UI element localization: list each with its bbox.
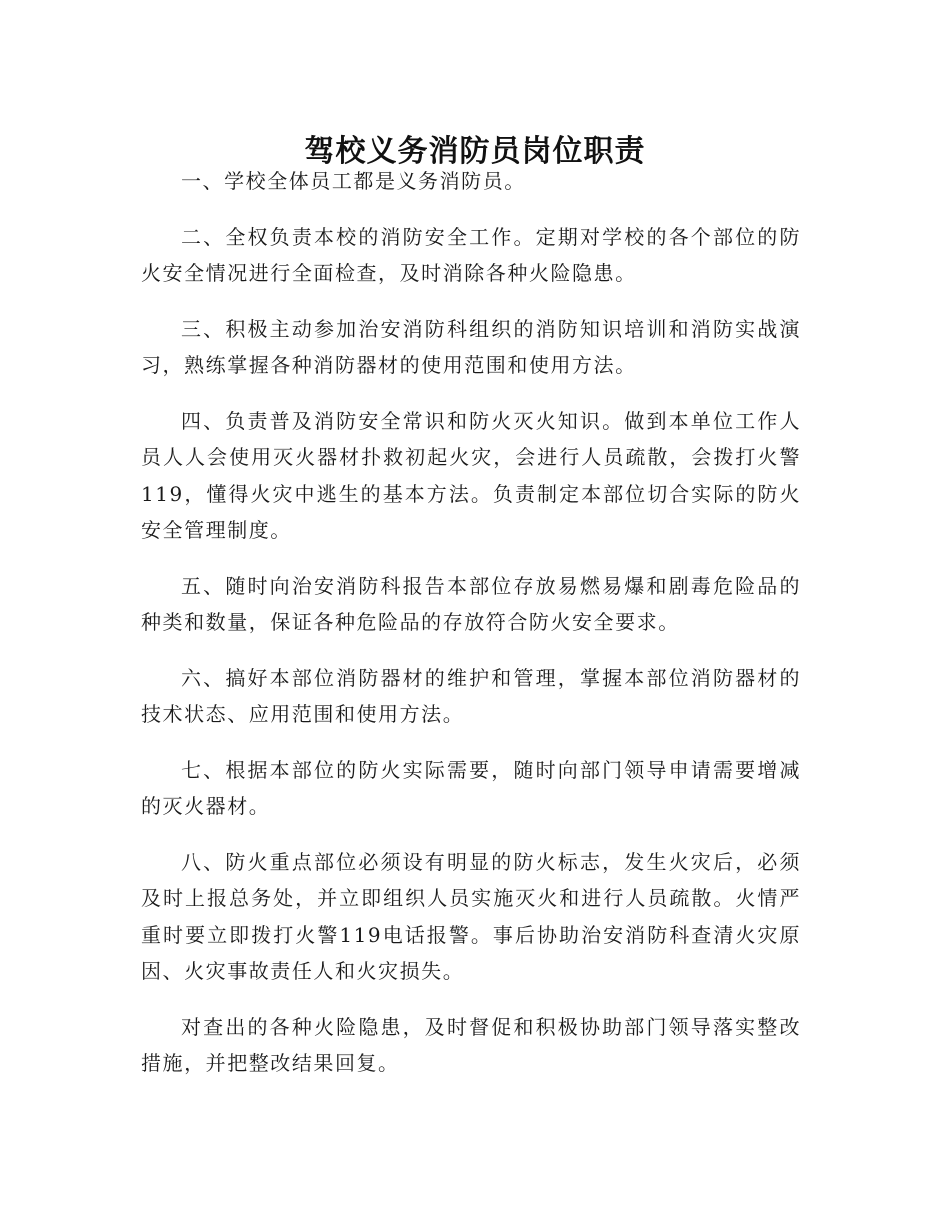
paragraph-6: 六、搞好本部位消防器材的维护和管理，掌握本部位消防器材的技术状态、应用范围和使用方法。: [141, 665, 801, 726]
paragraph-7: 七、根据本部位的防火实际需要，随时向部门领导申请需要增减的灭火器材。: [141, 757, 801, 818]
paragraph-4: 四、负责普及消防安全常识和防火灭火知识。做到本单位工作人员人人会使用灭火器材扑救初起火灾，会进行人员疏散，会拨打火警119，懂得火灾中逃生的基本方法。负责制定本部位切合实际的防火安全管理制度。: [141, 408, 801, 542]
document-title: 驾校义务消防员岗位职责: [304, 134, 646, 170]
paragraph-2: 二、全权负责本校的消防安全工作。定期对学校的各个部位的防火安全情况进行全面检查，及时消除各种火险隐患。: [141, 224, 801, 285]
paragraph-5: 五、随时向治安消防科报告本部位存放易燃易爆和剧毒危险品的种类和数量，保证各种危险品的存放符合防火安全要求。: [141, 573, 801, 634]
paragraph-9: 对查出的各种火险隐患，及时督促和积极协助部门领导落实整改措施，并把整改结果回复。: [141, 1014, 801, 1075]
document-body: [141, 163, 801, 1101]
paragraph-3: 三、积极主动参加治安消防科组织的消防知识培训和消防实战演习，熟练掌握各种消防器材的使用范围和使用方法。: [141, 316, 801, 377]
paragraph-1: 一、学校全体员工都是义务消防员。: [181, 169, 526, 193]
paragraph-8: 八、防火重点部位必须设有明显的防火标志，发生火灾后，必须及时上报总务处，并立即组织人员实施灭火和进行人员疏散。火情严重时要立即拨打火警119电话报警。事后协助治安消防科查清火灾原因、火灾事故责任人和火灾损失。: [141, 849, 801, 983]
